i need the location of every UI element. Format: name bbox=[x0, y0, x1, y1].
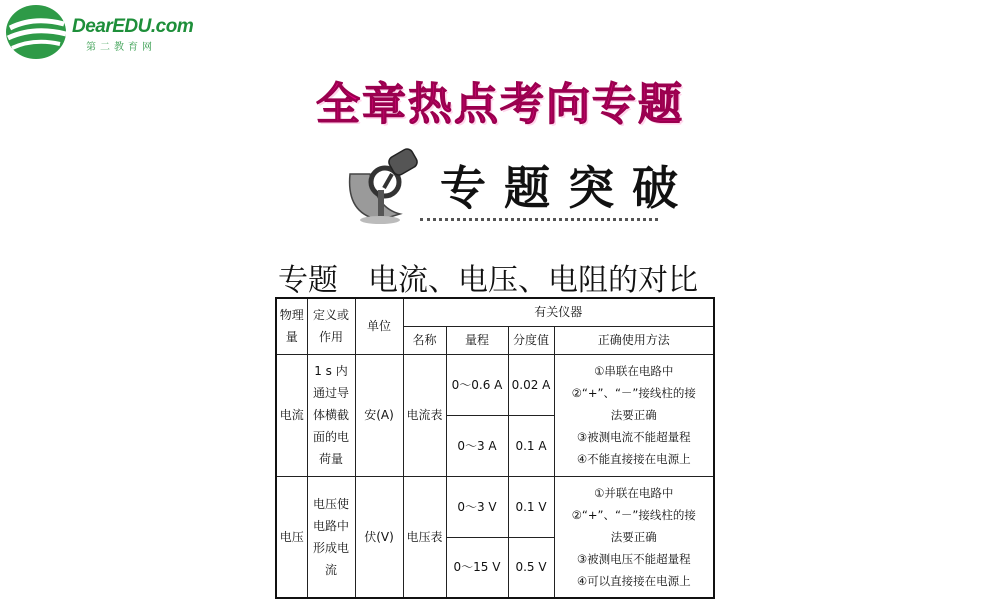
header-unit: 单位 bbox=[355, 298, 403, 354]
microphone-icon bbox=[340, 144, 430, 226]
quantity-current: 电流 bbox=[276, 354, 307, 476]
topic-title: 专题 电流、电压、电阻的对比 bbox=[278, 263, 698, 298]
definition-current: 1 s 内 通过导 体横截 面的电 荷量 bbox=[307, 354, 355, 476]
usage-voltage: ①并联在电路中 ②“+”、“－”接线柱的接 法要正确 ③被测电压不能超量程 ④可以直接接在电源上 bbox=[554, 476, 714, 598]
header-quantity: 物理 量 bbox=[276, 298, 307, 354]
definition-voltage: 电压使 电路中 形成电 流 bbox=[307, 476, 355, 598]
logo-swoosh-icon bbox=[4, 2, 70, 62]
division-cell: 0.1 A bbox=[508, 415, 554, 476]
banner-title: 专题突破 bbox=[440, 161, 696, 215]
header-name: 名称 bbox=[403, 326, 446, 354]
division-cell: 0.5 V bbox=[508, 537, 554, 598]
division-cell: 0.02 A bbox=[508, 354, 554, 415]
range-cell: 0～15 V bbox=[446, 537, 508, 598]
range-cell: 0～0.6 A bbox=[446, 354, 508, 415]
instrument-voltmeter: 电压表 bbox=[403, 476, 446, 598]
unit-current: 安(A) bbox=[355, 354, 403, 476]
banner-divider bbox=[420, 218, 658, 221]
instrument-ammeter: 电流表 bbox=[403, 354, 446, 476]
header-definition: 定义或 作用 bbox=[307, 298, 355, 354]
range-cell: 0～3 A bbox=[446, 415, 508, 476]
header-usage: 正确使用方法 bbox=[554, 326, 714, 354]
quantity-voltage: 电压 bbox=[276, 476, 307, 598]
table-row bbox=[276, 476, 714, 537]
table-row bbox=[276, 354, 714, 415]
range-cell: 0～3 V bbox=[446, 476, 508, 537]
division-cell: 0.1 V bbox=[508, 476, 554, 537]
logo-subtext: 第二教育网 bbox=[86, 42, 156, 53]
logo bbox=[4, 2, 194, 62]
comparison-table bbox=[275, 297, 715, 599]
page-title: 全章热点考向专题 bbox=[316, 79, 684, 130]
unit-voltage: 伏(V) bbox=[355, 476, 403, 598]
usage-current: ①串联在电路中 ②“+”、“－”接线柱的接 法要正确 ③被测电流不能超量程 ④不能直接接在电源上 bbox=[554, 354, 714, 476]
logo-text: DearEDU.com bbox=[72, 16, 194, 37]
header-division: 分度值 bbox=[508, 326, 554, 354]
header-instruments: 有关仪器 bbox=[403, 298, 714, 326]
table-header-row bbox=[276, 298, 714, 326]
header-range: 量程 bbox=[446, 326, 508, 354]
